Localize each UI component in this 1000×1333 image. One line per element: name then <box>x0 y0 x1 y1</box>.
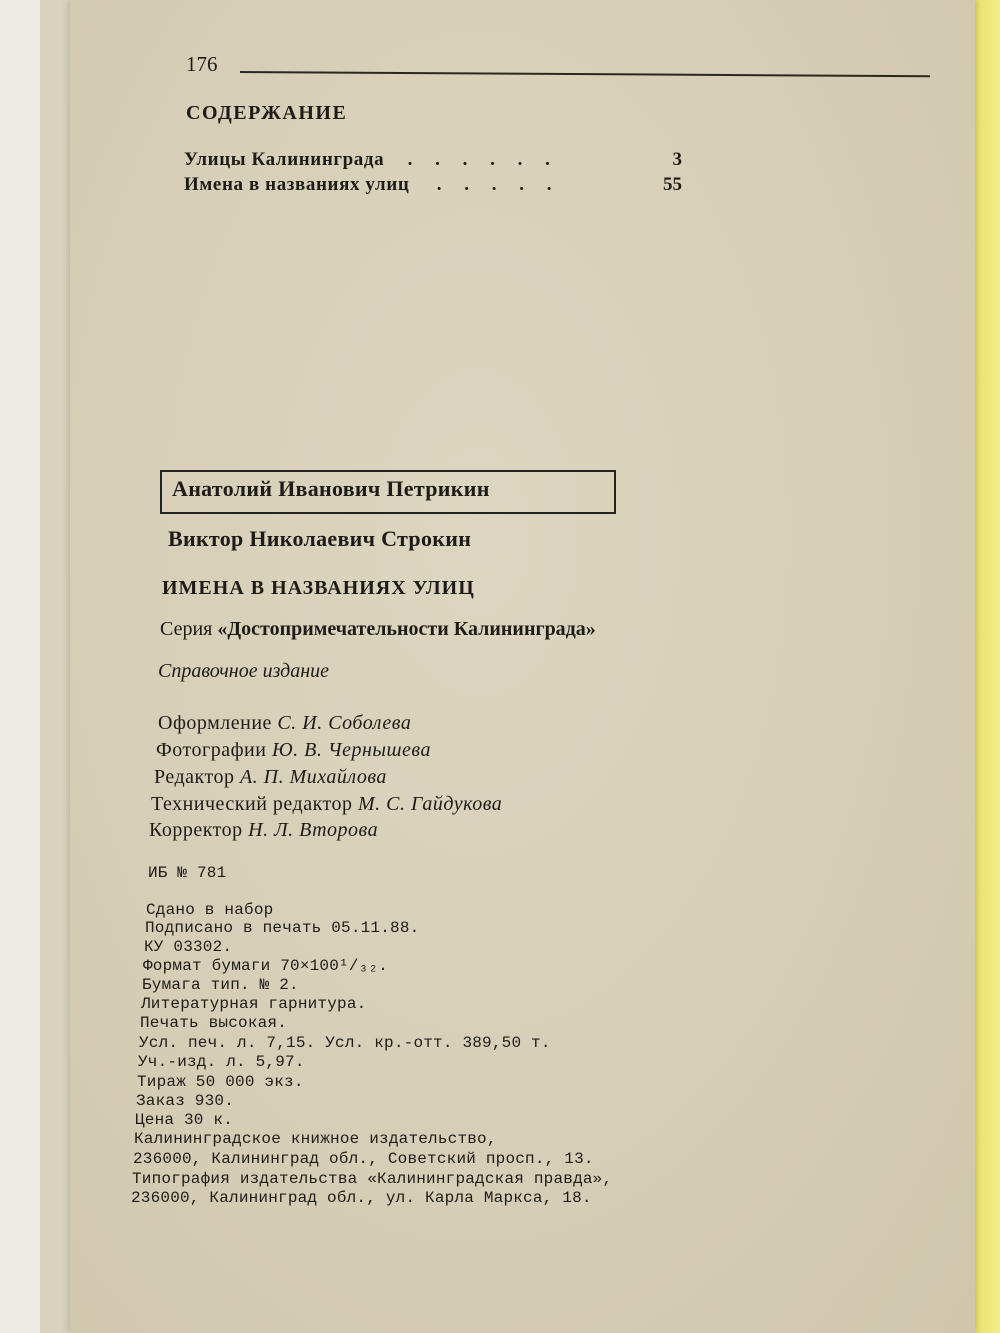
imprint-line: Уч.-изд. л. 5,97. <box>138 1053 305 1071</box>
series-name: «Достопримечательности Калининграда» <box>217 618 596 640</box>
ib-number: ИБ № 781 <box>148 864 227 882</box>
toc-entry-page: 55 <box>663 174 682 195</box>
credit-name: Ю. В. Чернышева <box>271 739 431 761</box>
credit-name: Н. Л. Второва <box>248 819 379 841</box>
credit-name: С. И. Соболева <box>277 712 412 734</box>
credit-name: А. П. Михайлова <box>239 766 387 788</box>
imprint-line: 236000, Калининград обл., Советский просп., 13. <box>133 1150 594 1168</box>
toc-leader-dots: . . . . . . <box>407 149 559 170</box>
imprint-line: Подписано в печать 05.11.88. <box>145 919 420 937</box>
credit-role: Фотографии <box>156 739 267 761</box>
imprint-line: Сдано в набор <box>146 901 274 919</box>
imprint-line: Цена 30 к. <box>135 1111 234 1129</box>
credit-name: М. С. Гайдукова <box>358 793 503 815</box>
toc-entry <box>184 174 561 196</box>
imprint-line: Усл. печ. л. 7,15. Усл. кр.-отт. 389,50 т. <box>139 1034 551 1052</box>
toc-entry-title: Имена в названиях улиц <box>184 174 410 195</box>
yellow-cover-edge <box>972 0 1000 1333</box>
author-secondary: Виктор Николаевич Строкин <box>168 526 472 551</box>
credit-line <box>156 739 431 762</box>
credit-line <box>158 712 411 735</box>
toc-entry-title: Улицы Калининграда <box>184 149 385 170</box>
credit-line <box>151 793 502 816</box>
imprint-line: Бумага тип. № 2. <box>142 976 299 994</box>
series-line <box>160 618 596 641</box>
page-number: 176 <box>186 52 218 76</box>
imprint-line: 236000, Калининград обл., ул. Карла Маркса, 18. <box>131 1189 592 1207</box>
imprint-line: Формат бумаги 70×100¹/₃₂. <box>143 957 389 975</box>
imprint-line: Тираж 50 000 экз. <box>137 1073 304 1091</box>
credit-role: Редактор <box>154 766 235 788</box>
imprint-line: Литературная гарнитура. <box>141 995 367 1013</box>
toc-leader-dots: . . . . . <box>436 174 561 195</box>
credit-line <box>149 819 378 842</box>
toc-entry <box>184 149 559 171</box>
credit-role: Корректор <box>149 819 243 841</box>
credit-role: Технический редактор <box>151 793 353 815</box>
book-title: ИМЕНА В НАЗВАНИЯХ УЛИЦ <box>162 577 475 599</box>
toc-entry-page: 3 <box>672 149 682 170</box>
imprint-line: Калининградское книжное издательство, <box>134 1130 497 1148</box>
edition-type: Справочное издание <box>158 660 330 682</box>
imprint-line: Заказ 930. <box>136 1092 235 1110</box>
series-prefix: Серия <box>160 618 213 640</box>
author-primary: Анатолий Иванович Петрикин <box>172 476 490 501</box>
credit-line <box>154 766 387 789</box>
imprint-line: Печать высокая. <box>140 1014 288 1032</box>
imprint-line: КУ 03302. <box>144 938 233 956</box>
contents-title: СОДЕРЖАНИЕ <box>186 102 348 124</box>
credit-role: Оформление <box>158 712 272 734</box>
imprint-line: Типография издательства «Калининградская правда», <box>132 1170 613 1188</box>
